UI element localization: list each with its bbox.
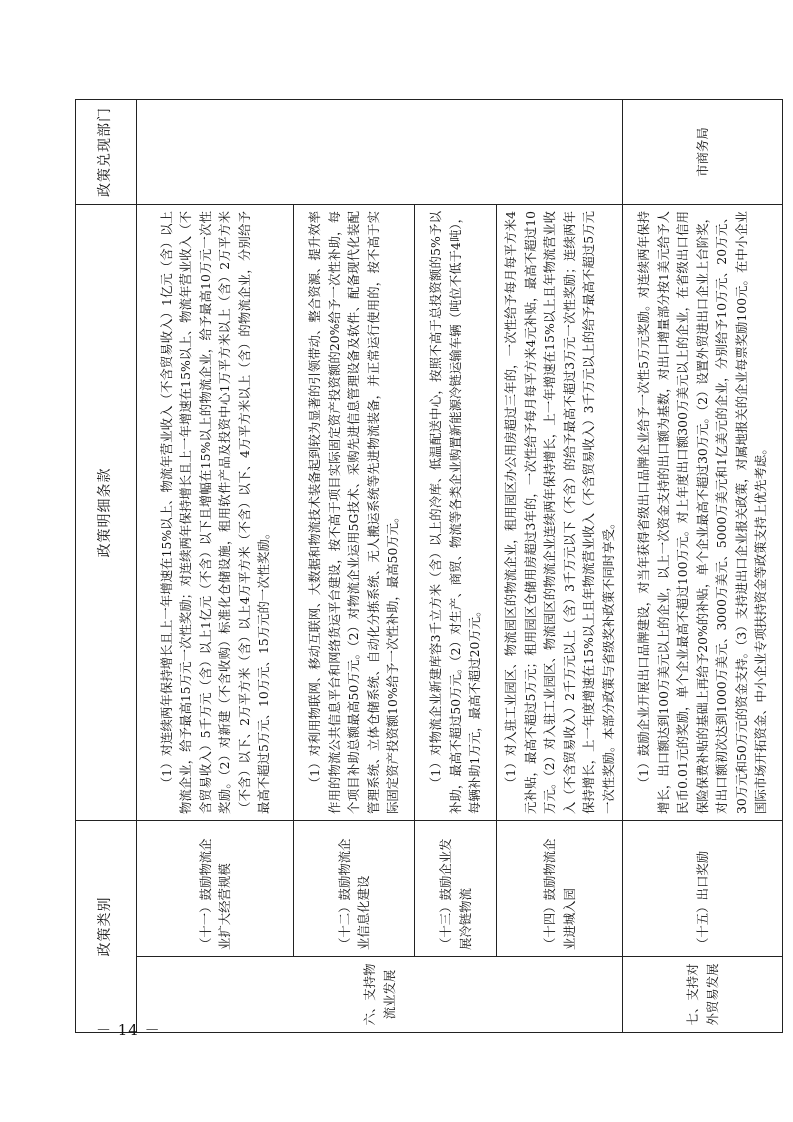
header-department: 政策兑现部门 [76, 100, 137, 205]
table-row [623, 100, 783, 1033]
department-cell [137, 100, 623, 205]
section-title: 六、支持物流业发展 [137, 957, 623, 1033]
policy-detail: （1）鼓励企业开展出口品牌建设，对当年获得省级出口品牌企业给予一次性5万元奖励。对连续两年保持增长，出口额达到100万美元以上的企业，以上一次资金支持的出口额为基数，对出口增量部分按1美元给予人民币0.01元的奖励，单个企业最高不超过100万元。对上年度出口额300万美元以上的企业，在省级出口信用保险保费补贴的基础上再给予20%的补贴，单个企业最高不超过30万元。（2）设置外贸进出口企业上台阶奖，对出口额初次达到1000万美元、3000万美元、5000万美元和1亿美元的企业，分别给予10万元、20万元、30万元和50万元的资金支持。（3）支持进出口企业报关政策，对属地报关的企业每票奖励100元。在中小企业国际市场开拓资金、中小企业专项扶持资金等政策支持上优先考虑。 [623, 205, 783, 821]
table-row [137, 100, 294, 1033]
table-row [294, 100, 415, 1033]
table-row [415, 100, 497, 1033]
subcategory: （十四）鼓励物流企业进城入园 [497, 821, 623, 957]
policy-detail: （1）对入驻工业园区、物流园区的物流企业，租用园区办公用房超过三年的，一次性给予每月每平方米4元补贴，最高不超过5万元；租用园区仓储用房超过3年的，一次性给予每月每平方米4元补贴，最高不超过10万元。（2）对入驻工业园区、物流园区的物流企业连续两年保持增长，上一年增速在15%以上且年物流营业收入（不含贸易收入）2千万元以上（含）3千万元以下（不含）的给予最高不超过3万元一次性奖励；连续两年保持增长，上一年度增速在15%以上且年物流营业收入（不含贸易收入）3千万元以上的给予最高不超过5万元一次性奖励。本部分政策与省级奖补政策不同时享受。 [497, 205, 623, 821]
department-cell: 市商务局 [623, 100, 783, 205]
table-row [497, 100, 623, 1033]
table-header-row [76, 100, 137, 1033]
policy-detail: （1）对利用物联网、移动互联网、大数据和物流技术装备起到较为显著的引领带动、整合资源、提升效率作用的物流公共信息平台和网络货运平台建设，按不高于项目实际固定资产投资额的20%给予一次性补助，每个项目补助总额最高50万元。（2）对物流企业运用5G技术、采购先进信息管理设备及软件、配备现代化装配管理系统、立体仓储系统、自动化分拣系统、无人搬运系统等先进物流装备，并正常运行使用的，按不高于实际固定资产投资额10%给予一次性补助，最高50万元。 [294, 205, 415, 821]
policy-detail: （1）对连续两年保持增长且上一年增速在15%以上、物流年营业收入（不含贸易收入）1亿元（含）以上物流企业，给予最高15万元一次性奖励；对连续两年保持增长且上一年增速在15%以上、物流年营业收入（不含贸易收入）5千万元（含）以上1亿元（不含）以下且增幅在15%以上的物流企业，给予最高10万元一次性奖励。（2）对新建（不含收购）标准化仓储设施，租用软件产品及投资中心1万平方米以上（含）2万平方米（不含）以下、2万平方米（含）以上4万平方米（不含）以下、4万平方米以上（含）的物流企业，分别给予最高不超过5万元、10万元、15万元的一次性奖励。 [137, 205, 294, 821]
policy-detail: （1）对物流企业新建库容3千立方米（含）以上的冷库、低温配送中心，按照不高于总投资额的5%予以补助，最高不超过50万元。（2）对生产、商贸、物流等各类企业购置新能源冷链运输车辆（吨位不低于4吨），每辆补助1万元，最高不超过20万元。 [415, 205, 497, 821]
header-detail: 政策明细条款 [76, 205, 137, 821]
subcategory: （十二）鼓励物流企业信息化建设 [294, 821, 415, 957]
page-number: － 14 － [96, 1021, 161, 1039]
rotated-table-page [75, 100, 769, 1033]
subcategory: （十一）鼓励物流企业扩大经营规模 [137, 821, 294, 957]
subcategory: （十三）鼓励企业发展冷链物流 [415, 821, 497, 957]
header-category: 政策类别 [76, 821, 137, 1033]
policy-table [75, 99, 783, 1033]
subcategory: （十五）出口奖励 [623, 821, 783, 957]
section-title: 七、支持对外贸易发展 [623, 957, 783, 1033]
